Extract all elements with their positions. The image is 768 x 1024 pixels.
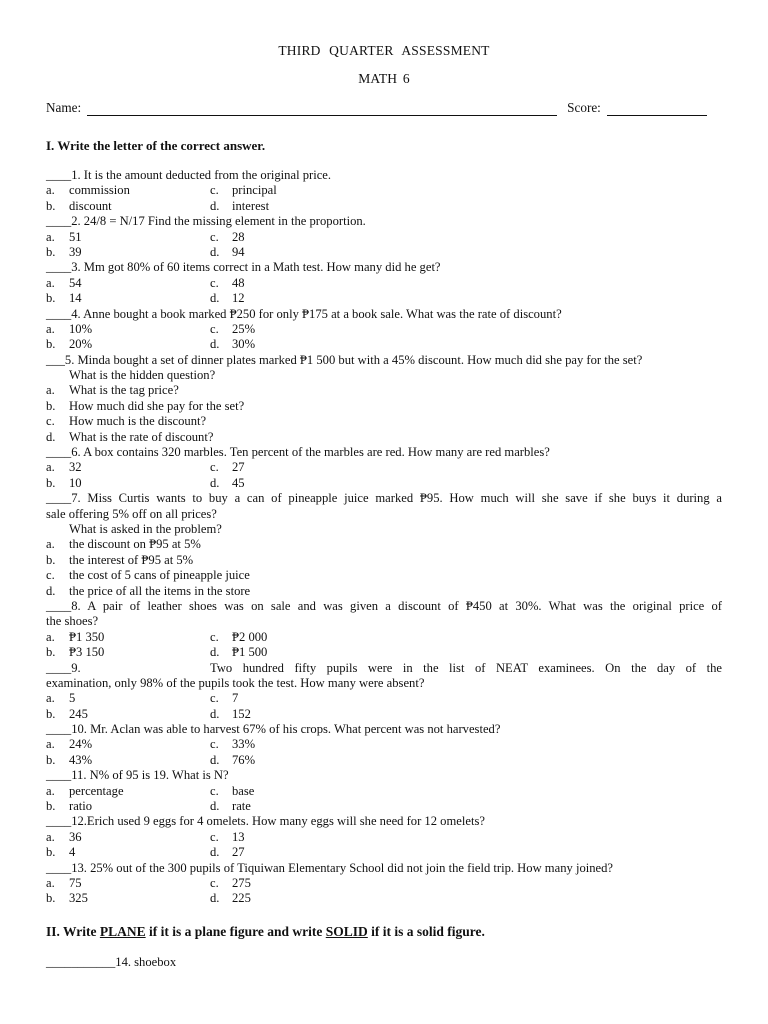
question-text: ____7. Miss Curtis wants to buy a can of pineapple juice marked ₱95. How much will she save if she buys it during a (46, 491, 722, 506)
choice-text: How much is the discount? (69, 414, 207, 429)
choice-letter: c. (210, 275, 219, 290)
question-line (46, 507, 722, 522)
section2-instruction (46, 923, 722, 941)
choice-row (46, 537, 722, 552)
choice-letter: c. (210, 829, 219, 844)
question-list (46, 168, 722, 907)
question-number: ____9. (46, 660, 81, 675)
choice-text: commission (69, 183, 130, 198)
choice-text: What is the rate of discount? (69, 429, 214, 444)
choice-row (46, 553, 722, 568)
worksheet-page (46, 42, 722, 970)
question-text: Two hundred fifty pupils were in the list of NEAT examinees. On the day of the (210, 660, 722, 675)
choice-text: 12 (232, 291, 245, 306)
choice-letter: b. (46, 198, 56, 213)
choice-text: 10 (69, 475, 82, 490)
choice-row (46, 707, 722, 722)
choice-letter: a. (46, 275, 55, 290)
choice-letter: b. (46, 799, 56, 814)
choice-letter: b. (46, 845, 56, 860)
choice-text: 75 (69, 875, 82, 890)
choice-row (46, 799, 722, 814)
question-text: ____10. Mr. Aclan was able to harvest 67% of his crops. What percent was not harvested? (46, 722, 501, 737)
question-line (46, 445, 722, 460)
score-label: Score: (567, 100, 601, 115)
choice-row (46, 430, 722, 445)
sub-question-text: What is the hidden question? (69, 368, 216, 383)
question-line (46, 353, 722, 368)
question-14 (46, 955, 722, 970)
choice-letter: b. (46, 337, 56, 352)
choice-letter: d. (210, 752, 220, 767)
choice-text: the price of all the items in the store (69, 583, 251, 598)
choice-letter: c. (210, 229, 219, 244)
choice-letter: d. (46, 429, 56, 444)
question-text: ____2. 24/8 = N/17 Find the missing element in the proportion. (46, 214, 366, 229)
section2-word-solid: SOLID (325, 923, 368, 939)
choice-letter: d. (46, 583, 56, 598)
choice-text: 20% (69, 337, 93, 352)
choice-text: 30% (232, 337, 256, 352)
choice-letter: c. (210, 875, 219, 890)
choice-letter: d. (210, 291, 220, 306)
choice-letter: d. (210, 198, 220, 213)
section2-mid: if it is a plane figure and write (145, 923, 326, 939)
choice-letter: c. (210, 783, 219, 798)
choice-letter: a. (46, 629, 55, 644)
section1-instruction: I. Write the letter of the correct answer. (46, 138, 266, 153)
choice-row (46, 414, 722, 429)
choice-row (46, 199, 722, 214)
question-line (46, 814, 722, 829)
choice-text: 14 (69, 291, 82, 306)
choice-text: 13 (232, 829, 245, 844)
choice-text: 4 (69, 845, 76, 860)
choice-row (46, 383, 722, 398)
choice-text: 32 (69, 460, 82, 475)
choice-text: 7 (232, 691, 239, 706)
question-text: 14. shoebox (115, 954, 177, 969)
section2-pre: II. Write (46, 923, 100, 939)
choice-letter: b. (46, 291, 56, 306)
choice-letter: b. (46, 891, 56, 906)
choice-row (46, 460, 722, 475)
choice-text: 28 (232, 229, 245, 244)
choice-row (46, 568, 722, 583)
choice-text: ₱3 150 (69, 645, 105, 660)
question-line (46, 676, 722, 691)
question-text: examination, only 98% of the pupils took the test. How many were absent? (46, 675, 425, 690)
choice-row (46, 845, 722, 860)
choice-row (46, 737, 722, 752)
assessment-title: THIRD QUARTER ASSESSMENT (278, 43, 490, 58)
choice-letter: b. (46, 706, 56, 721)
sub-question (46, 522, 722, 537)
choice-row (46, 230, 722, 245)
choice-row (46, 630, 722, 645)
choice-text: 245 (69, 706, 88, 721)
choice-text: the interest of ₱95 at 5% (69, 552, 194, 567)
choice-row (46, 322, 722, 337)
choice-letter: b. (46, 645, 56, 660)
choice-row (46, 276, 722, 291)
score-blank[interactable] (607, 101, 707, 116)
choice-text: 76% (232, 752, 256, 767)
question-line (46, 307, 722, 322)
choice-row (46, 476, 722, 491)
name-blank[interactable] (87, 101, 557, 116)
choice-letter: a. (46, 875, 55, 890)
choice-text: 43% (69, 752, 93, 767)
choice-text: rate (232, 799, 251, 814)
section2-word-plane: PLANE (99, 923, 146, 939)
choice-text: 25% (232, 321, 256, 336)
choice-letter: b. (46, 552, 56, 567)
question-text: ____13. 25% out of the 300 pupils of Tiquiwan Elementary School did not join the field trip. How many joined? (46, 860, 614, 875)
choice-letter: d. (210, 891, 220, 906)
sub-question-text: What is asked in the problem? (69, 521, 222, 536)
choice-row (46, 753, 722, 768)
question-line (46, 861, 722, 876)
choice-text: How much did she pay for the set? (69, 398, 245, 413)
choice-text: the cost of 5 cans of pineapple juice (69, 568, 250, 583)
choice-letter: c. (46, 414, 55, 429)
name-score-row (46, 96, 722, 116)
choice-row (46, 291, 722, 306)
choice-letter: c. (210, 629, 219, 644)
choice-letter: a. (46, 829, 55, 844)
choice-text: 48 (232, 275, 245, 290)
choice-letter: b. (46, 398, 56, 413)
choice-text: 39 (69, 244, 82, 259)
choice-text: ratio (69, 799, 93, 814)
choice-row (46, 245, 722, 260)
name-label: Name: (46, 100, 82, 115)
choice-row (46, 784, 722, 799)
choice-letter: a. (46, 321, 55, 336)
choice-text: 27 (232, 460, 245, 475)
question-text: ____3. Mm got 80% of 60 items correct in a Math test. How many did he get? (46, 260, 441, 275)
question-line (46, 260, 722, 275)
question-line (46, 661, 722, 676)
choice-text: 27 (232, 845, 245, 860)
question-line (46, 491, 722, 506)
choice-letter: b. (46, 475, 56, 490)
question-line (46, 722, 722, 737)
choice-text: 325 (69, 891, 88, 906)
choice-text: interest (232, 198, 270, 213)
question-line (46, 599, 722, 614)
choice-letter: b. (46, 244, 56, 259)
choice-text: 51 (69, 229, 82, 244)
choice-letter: a. (46, 383, 55, 398)
choice-letter: a. (46, 229, 55, 244)
section2-post: if it is a solid figure. (367, 923, 485, 939)
subject-title: MATH 6 (358, 71, 410, 86)
choice-letter: a. (46, 737, 55, 752)
question-text: sale offering 5% off on all prices? (46, 506, 217, 521)
choice-row (46, 183, 722, 198)
choice-text: principal (232, 183, 277, 198)
choice-text: base (232, 783, 255, 798)
question-text: ____4. Anne bought a book marked ₱250 for only ₱175 at a book sale. What was the rate of discount? (46, 306, 562, 321)
choice-text: 94 (232, 244, 245, 259)
choice-letter: a. (46, 691, 55, 706)
choice-text: 10% (69, 321, 93, 336)
question-text: ____12.Erich used 9 eggs for 4 omelets. How many eggs will she need for 12 omelets? (46, 814, 485, 829)
choice-row (46, 691, 722, 706)
choice-letter: a. (46, 537, 55, 552)
choice-letter: d. (210, 244, 220, 259)
choice-letter: d. (210, 799, 220, 814)
question-line (46, 168, 722, 183)
choice-row (46, 876, 722, 891)
choice-letter: c. (210, 321, 219, 336)
choice-letter: d. (210, 475, 220, 490)
choice-text: percentage (69, 783, 124, 798)
choice-letter: c. (210, 460, 219, 475)
choice-text: 5 (69, 691, 76, 706)
answer-blank[interactable]: ___________ (46, 954, 116, 969)
question-text: ____11. N% of 95 is 19. What is N? (46, 768, 229, 783)
choice-text: ₱1 350 (69, 629, 105, 644)
choice-letter: c. (210, 183, 219, 198)
choice-row (46, 584, 722, 599)
choice-row (46, 891, 722, 906)
question-text: ___5. Minda bought a set of dinner plates marked ₱1 500 but with a 45% discount. How much did she pay for the set? (46, 352, 643, 367)
question-line (46, 614, 722, 629)
choice-letter: d. (210, 645, 220, 660)
choice-text: What is the tag price? (69, 383, 179, 398)
question-text: ____8. A pair of leather shoes was on sale and was given a discount of ₱450 at 30%. What was the original price of (46, 598, 722, 613)
choice-text: 225 (232, 891, 251, 906)
sub-question (46, 368, 722, 383)
question-text: ____1. It is the amount deducted from the original price. (46, 168, 332, 182)
question-text: ____6. A box contains 320 marbles. Ten percent of the marbles are red. How many are red marbles? (46, 445, 550, 460)
choice-text: discount (69, 198, 112, 213)
choice-text: 45 (232, 475, 245, 490)
choice-text: ₱1 500 (232, 645, 268, 660)
choice-letter: c. (210, 691, 219, 706)
choice-letter: c. (210, 737, 219, 752)
choice-letter: a. (46, 460, 55, 475)
choice-letter: d. (210, 706, 220, 721)
question-line (46, 214, 722, 229)
choice-letter: a. (46, 783, 55, 798)
choice-text: 33% (232, 737, 256, 752)
choice-row (46, 830, 722, 845)
choice-text: 152 (232, 706, 251, 721)
choice-letter: a. (46, 183, 55, 198)
choice-letter: c. (46, 568, 55, 583)
choice-row (46, 399, 722, 414)
choice-row (46, 337, 722, 352)
choice-text: 24% (69, 737, 93, 752)
choice-letter: d. (210, 845, 220, 860)
question-text: the shoes? (46, 614, 99, 629)
choice-text: 36 (69, 829, 82, 844)
question-line (46, 768, 722, 783)
choice-text: 275 (232, 875, 251, 890)
choice-letter: b. (46, 752, 56, 767)
choice-letter: d. (210, 337, 220, 352)
choice-row (46, 645, 722, 660)
choice-text: the discount on ₱95 at 5% (69, 537, 201, 552)
choice-text: ₱2 000 (232, 629, 268, 644)
choice-text: 54 (69, 275, 82, 290)
